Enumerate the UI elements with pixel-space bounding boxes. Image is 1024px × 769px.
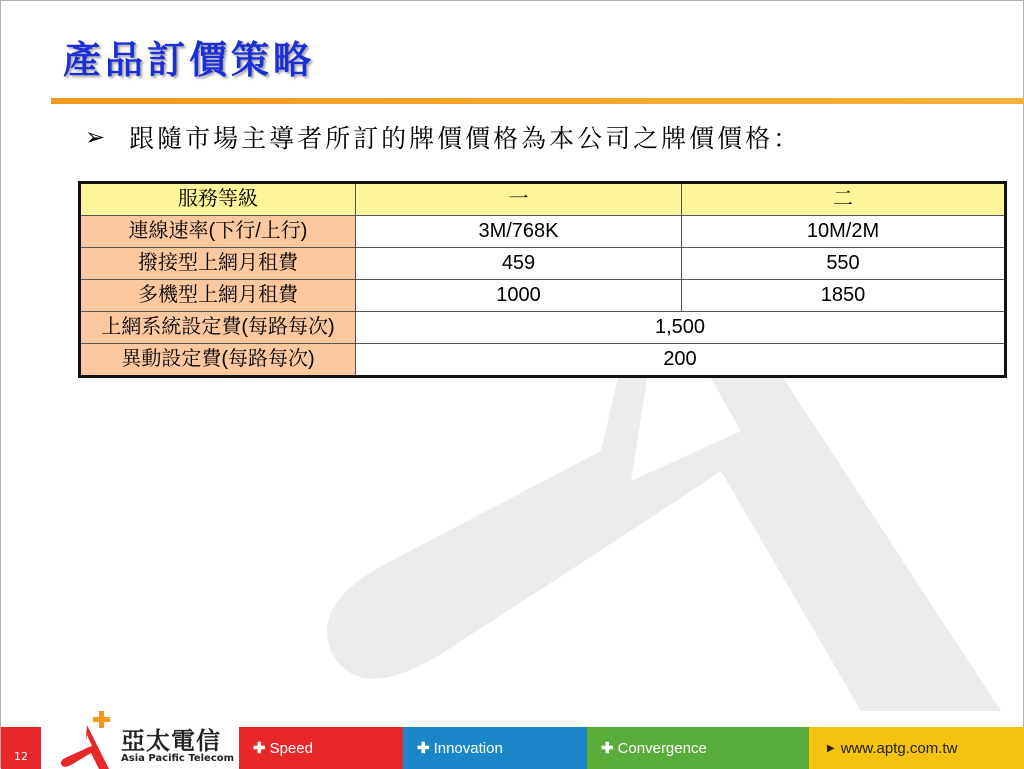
cell-value: 459 — [356, 248, 682, 280]
cell-value: 10M/2M — [682, 216, 1006, 248]
row-label: 連線速率(下行/上行) — [80, 216, 356, 248]
arrow-bullet-icon: ➢ — [85, 123, 106, 151]
bullet-point — [85, 119, 801, 155]
cell-value-merged: 1,500 — [356, 312, 1006, 344]
aptg-logo-icon — [59, 711, 115, 769]
table-row — [80, 312, 1006, 344]
footer-tag-speed — [239, 727, 403, 769]
table-header-row — [80, 183, 1006, 216]
plus-icon: ✚ — [601, 740, 614, 757]
slide-title: 產品訂價策略 — [63, 37, 316, 82]
plus-icon: ✚ — [253, 740, 266, 757]
cell-value: 3M/768K — [356, 216, 682, 248]
table-row — [80, 216, 1006, 248]
row-label: 異動設定費(每路每次) — [80, 344, 356, 377]
table-row — [80, 280, 1006, 312]
title-divider — [51, 98, 1024, 104]
plus-icon: ✚ — [417, 740, 430, 757]
bullet-text: 跟隨市場主導者所訂的牌價價格為本公司之牌價價格： — [129, 124, 802, 153]
row-label: 撥接型上網月租費 — [80, 248, 356, 280]
pricing-table — [78, 181, 1007, 378]
page-number: 12 — [1, 727, 41, 769]
logo-chinese-name: 亞太電信 — [121, 727, 221, 755]
triangle-right-icon: ▶ — [827, 742, 835, 754]
footer-website — [809, 727, 1024, 769]
tag-label: Innovation — [433, 739, 503, 757]
footer-tag-innovation — [403, 727, 587, 769]
header-cell-service-level: 服務等級 — [80, 183, 356, 216]
company-logo — [41, 727, 239, 769]
row-label: 上網系統設定費(每路每次) — [80, 312, 356, 344]
header-cell-tier-2: 二 — [682, 183, 1006, 216]
cell-value: 550 — [682, 248, 1006, 280]
footer-bar — [1, 727, 1024, 769]
logo-english-name: Asia Pacific Telecom — [121, 753, 235, 764]
footer-tag-convergence — [587, 727, 809, 769]
tag-label: Convergence — [617, 739, 707, 757]
website-url: www.aptg.com.tw — [840, 739, 958, 757]
header-cell-tier-1: 一 — [356, 183, 682, 216]
cell-value-merged: 200 — [356, 344, 1006, 377]
tag-label: Speed — [269, 739, 313, 757]
row-label: 多機型上網月租費 — [80, 280, 356, 312]
cell-value: 1000 — [356, 280, 682, 312]
table-row — [80, 248, 1006, 280]
cell-value: 1850 — [682, 280, 1006, 312]
table-row — [80, 344, 1006, 377]
